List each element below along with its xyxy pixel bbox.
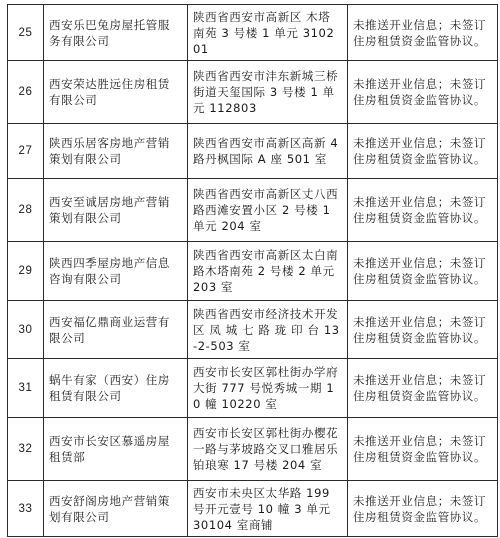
company-address: 陕西省西安市高新区太白南路木塔南苑 2 号楼 2 单元 203 室 [188,242,348,301]
row-index: 33 [8,481,44,537]
violation-note: 未推送开业信息；未签订住房租赁资金监管协议。 [348,61,498,124]
violation-note: 未推送开业信息；未签订住房租赁资金监管协议。 [348,242,498,301]
company-address: 西安市长安区郭杜街办樱花一路与茅坡路交叉口雅居乐铂琅寒 17 号楼 204 室 [188,418,348,481]
row-index: 32 [8,418,44,481]
violation-note: 未推送开业信息；未签订住房租赁资金监管协议。 [348,179,498,242]
company-address: 陕西省西安市高新区高新 4 路丹枫国际 A 座 501 室 [188,124,348,179]
company-address: 陕西省西安市沣东新城三桥街道天玺国际 3 号楼 1 单元 112803 [188,61,348,124]
company-name: 蜗牛有家（西安）住房租赁有限公司 [44,359,188,418]
company-name: 陕西乐居客房地产营销策划有限公司 [44,124,188,179]
table-row [8,418,498,481]
violation-note: 未推送开业信息；未签订住房租赁资金监管协议。 [348,418,498,481]
row-index: 30 [8,301,44,359]
table-row [8,481,498,537]
violation-note: 未推送开业信息；未签订住房租赁资金监管协议。 [348,5,498,61]
company-name: 西安乐巴兔房屋托管服务有限公司 [44,5,188,61]
company-name: 西安市长安区慕遥房屋租赁部 [44,418,188,481]
company-address: 陕西省西安市经济技术开发区 凤 城 七 路 珑 印 台 13-2-503 室 [188,301,348,359]
company-name: 西安荣达胜远住房租赁有限公司 [44,61,188,124]
company-address: 陕西省西安市高新区 木塔南苑 3 号楼 1 单元 310201 [188,5,348,61]
row-index: 29 [8,242,44,301]
company-address: 西安市未央区太华路 199 号开元壹号 10 幢 3 单元 30104 室商铺 [188,481,348,537]
table-row [8,242,498,301]
company-address: 西安市长安区郭杜街办学府大街 777 号悦秀城一期 10 幢 10220 室 [188,359,348,418]
table-row [8,61,498,124]
table-row [8,301,498,359]
row-index: 28 [8,179,44,242]
table-row [8,124,498,179]
company-address: 陕西省西安市高新区丈八西路西滩安置小区 2 号楼 1 单元 204 室 [188,179,348,242]
table-row [8,5,498,61]
violation-note: 未推送开业信息；未签订住房租赁资金监管协议。 [348,481,498,537]
company-name: 西安舒阁房地产营销策划有限公司 [44,481,188,537]
table-row [8,359,498,418]
row-index: 31 [8,359,44,418]
company-name: 西安至诚居房地产营销策划有限公司 [44,179,188,242]
company-name: 陕西四季屋房地产信息咨询有限公司 [44,242,188,301]
company-name: 西安福亿鼎商业运营有限公司 [44,301,188,359]
row-index: 26 [8,61,44,124]
enterprise-table [7,4,498,537]
row-index: 27 [8,124,44,179]
violation-note: 未推送开业信息；未签订住房租赁资金监管协议。 [348,301,498,359]
violation-note: 未推送开业信息；未签订住房租赁资金监管协议。 [348,359,498,418]
row-index: 25 [8,5,44,61]
violation-note: 未推送开业信息；未签订住房租赁资金监管协议。 [348,124,498,179]
table-row [8,179,498,242]
